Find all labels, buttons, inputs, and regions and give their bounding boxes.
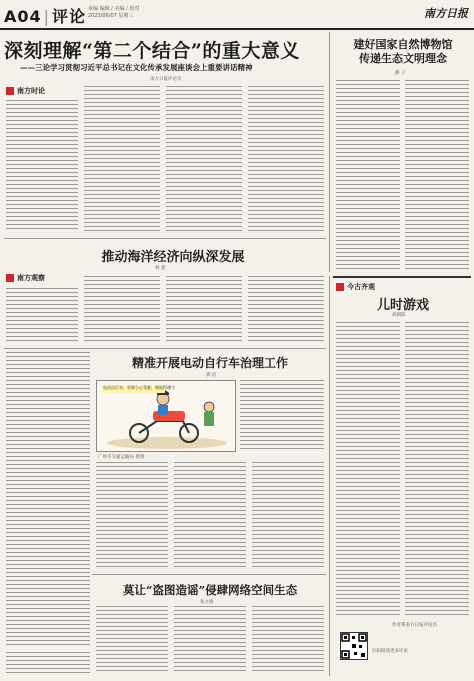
lead-byline: 南方日报评论员	[150, 77, 182, 82]
ocean-body-col-3	[166, 276, 242, 344]
games-body-col-1	[336, 322, 400, 618]
bike-body-col-1	[96, 462, 168, 570]
tag-marker-icon	[6, 274, 14, 282]
bike-illustration	[96, 380, 236, 452]
ocean-body-col-4	[248, 276, 324, 344]
right-top-byline: 静 子	[395, 71, 406, 76]
lead-subtitle: ——三论学习贯彻习近平总书记在文化传承发展座谈会上重要讲话精神	[20, 63, 253, 72]
illustration-caption: 电动自行车，更需小心驾驶，规矩得遵守	[103, 385, 175, 390]
lead-title: 深刻理解“第二个结合”的重大意义	[4, 40, 300, 62]
section-divider	[4, 348, 326, 349]
left-body-tail	[6, 652, 90, 674]
lead-body-col-2	[84, 86, 160, 232]
bike-byline: 郭 洁	[206, 373, 217, 378]
tag-marker-icon	[6, 87, 14, 95]
map-body-col-1	[96, 606, 168, 674]
ocean-body-col-2	[84, 276, 160, 344]
meta-line-1: 承编 编辑 / 美编 / 校对	[88, 6, 140, 12]
qr-code[interactable]	[340, 632, 368, 660]
qr-code-icon	[341, 633, 367, 659]
bike-body-right	[240, 380, 324, 452]
page-number-value: A04	[4, 7, 42, 26]
scooter-rider-illustration-icon	[97, 381, 236, 452]
section-name: 评论	[52, 7, 87, 26]
right-top-title-line-2: 传递生态文明理念	[359, 52, 447, 65]
ocean-title: 推动海洋经济向纵深发展	[101, 250, 245, 265]
map-body-col-2	[174, 606, 246, 674]
meta-line-2: 2023/06/07 星期三	[88, 13, 134, 19]
right-top-title	[336, 38, 470, 66]
separator: |	[43, 7, 51, 26]
ocean-byline: 林 超	[155, 266, 166, 271]
games-title: 儿时游戏	[376, 298, 429, 313]
tag-marker-icon	[336, 283, 344, 291]
lead-body-col-3	[166, 86, 242, 232]
column-tag-label: 南方时论	[17, 87, 45, 95]
right-top-title-line-1: 建好国家自然博物馆	[353, 38, 453, 51]
column-tag-label: 今古齐观	[347, 283, 375, 291]
bike-body-col-2	[174, 462, 246, 570]
map-byline: 张之瑜	[200, 600, 214, 605]
games-body-col-2	[405, 322, 469, 618]
column-divider	[329, 32, 330, 272]
section-divider	[4, 238, 326, 239]
newspaper-logo: 南方日报	[424, 7, 468, 20]
left-body-col	[6, 352, 90, 648]
ocean-body-col-1	[6, 288, 78, 344]
map-title: 莫让“盗图造谣”侵肆网络空间生态	[122, 583, 298, 597]
column-tag-nanfang-shilun	[6, 86, 45, 96]
bike-title: 精准开展电动自行车治理工作	[131, 356, 288, 370]
bike-body-col-3	[252, 462, 324, 570]
games-byline: 胡朝阳	[392, 313, 406, 318]
map-body-col-3	[252, 606, 324, 674]
lead-body-col-1	[6, 100, 78, 232]
lead-body-col-4	[248, 86, 324, 232]
page-number	[4, 4, 86, 27]
right-top-body-col-1	[336, 80, 400, 270]
masthead-meta	[88, 6, 139, 20]
qr-caption: 扫码阅读更多评论	[372, 649, 408, 654]
illustration-credit: 广州市交通运输局 供图	[98, 455, 145, 460]
column-tag-jingu-qiguan	[336, 282, 375, 292]
column-divider-lower	[329, 276, 330, 676]
games-section-rule	[333, 276, 471, 278]
column-tag-label: 南方观察	[17, 274, 45, 282]
games-footer-note: 作者系南方日报评论员	[392, 623, 437, 628]
section-divider	[92, 574, 326, 575]
right-top-body-col-2	[405, 80, 469, 270]
column-tag-nanfang-guancha	[6, 273, 45, 283]
